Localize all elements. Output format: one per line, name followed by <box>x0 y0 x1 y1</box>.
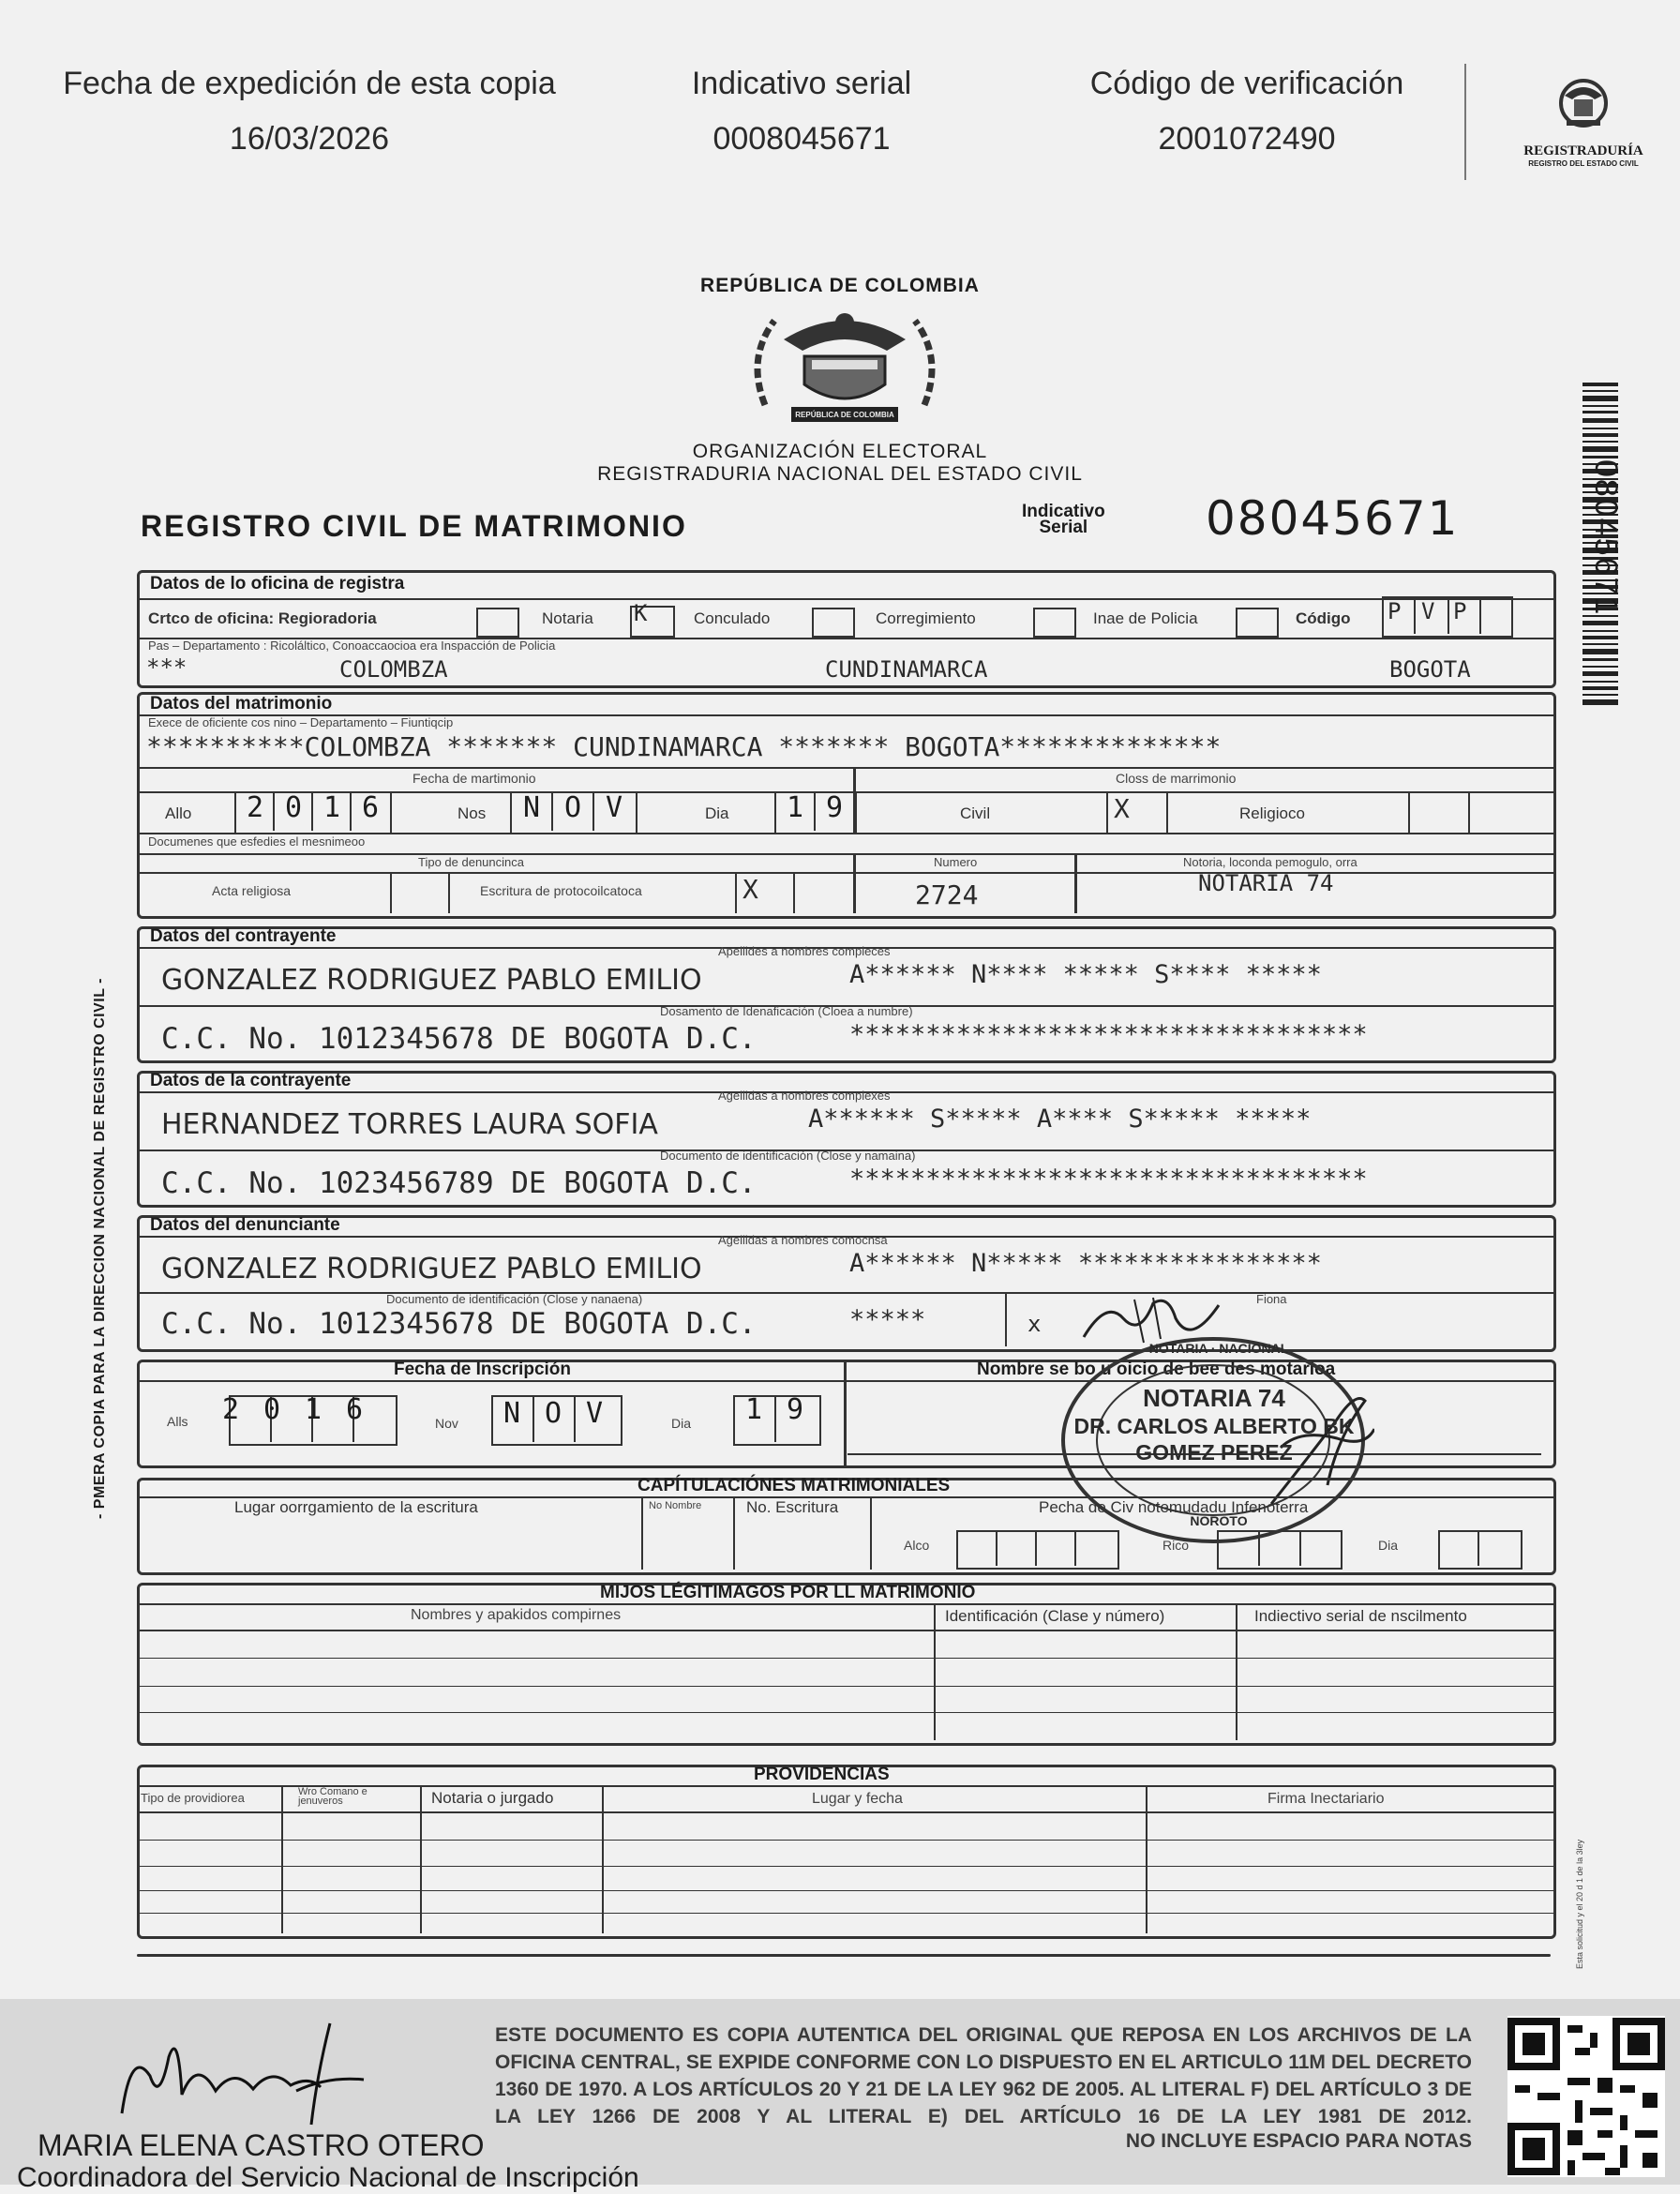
mes-char-2: O <box>563 791 582 824</box>
mes-char-1: N <box>522 791 541 824</box>
hijos-col-serial: Indiectivo serial de nscilmento <box>1254 1607 1467 1625</box>
divider <box>137 1658 1556 1659</box>
notaria-label: Notaria <box>542 609 593 627</box>
codigo-label: Código <box>1296 609 1351 627</box>
divider <box>996 1530 998 1566</box>
denunciante-section-title: Datos del denunciante <box>150 1215 340 1235</box>
capitulaciones-no-label: No Nombre <box>649 1500 702 1511</box>
expedition-date-block <box>38 66 581 158</box>
divider <box>602 1785 604 1933</box>
checkbox-registraduria <box>476 608 519 638</box>
divider <box>137 1292 1556 1294</box>
contrayente-nombre: GONZALEZ RODRIGUEZ PABLO EMILIO <box>161 964 702 997</box>
inscripcion-dia-digit-2: 9 <box>786 1393 804 1426</box>
divider <box>1479 596 1481 634</box>
dia-label: Dia <box>705 804 729 822</box>
inscripcion-mes-label: Nov <box>435 1416 458 1431</box>
stamp-line-3: GOMEZ PEREZ <box>1135 1440 1293 1465</box>
escritura-label: Escritura de protocoilcatoca <box>480 883 642 898</box>
divider <box>137 1712 1556 1713</box>
divider <box>137 872 1556 874</box>
acta-religiosa-label: Acta religiosa <box>212 883 292 898</box>
civil-mark: X <box>1114 793 1130 824</box>
capitulaciones-fecha-label: Pecha de Civ notemudadu Infenoterra <box>1039 1498 1309 1516</box>
divider <box>853 853 856 913</box>
denunciante-firma-mark: x <box>1028 1311 1042 1337</box>
divider <box>1414 596 1416 634</box>
divider <box>592 791 594 831</box>
contrayenta-nombres-label: Agellidas a nombres complexes <box>718 1089 891 1103</box>
divider <box>137 1630 1556 1631</box>
serial-indicator-label: Indicativo serial <box>691 66 912 101</box>
inscripcion-dia-digit-1: 1 <box>744 1393 763 1426</box>
divider <box>137 1913 1556 1914</box>
coordinator-name: MARIA ELENA CASTRO OTERO <box>38 2128 485 2162</box>
notaria-mark: K <box>634 600 648 626</box>
divider <box>870 1496 872 1570</box>
codigo-char-2: V <box>1421 598 1435 624</box>
contrayente-doc-stars: ********************************** <box>849 1020 1368 1049</box>
codigo-char-3: P <box>1453 598 1467 624</box>
hijos-section-title: MIJOS LÉGITIMAGOS POR LL MATRIMONIO <box>600 1583 976 1602</box>
legal-no-notes: NO INCLUYE ESPACIO PARA NOTAS <box>1125 2130 1472 2152</box>
inscripcion-mes-char-2: O <box>544 1397 562 1430</box>
divider <box>137 1811 1556 1813</box>
mes-label: Nos <box>458 804 487 822</box>
notaria-escritura: NOTARIA 74 <box>1198 870 1334 896</box>
barcode-serial: 08045671 <box>1588 459 1624 617</box>
escritura-mark: X <box>742 874 758 905</box>
republic-heading: REPÚBLICA DE COLOMBIA <box>700 275 980 296</box>
denunciante-firma-label: Fiona <box>1256 1292 1287 1306</box>
stamp-line-2: DR. CARLOS ALBERTO BK <box>1073 1414 1355 1438</box>
legal-text: ESTE DOCUMENTO ES COPIA AUTENTICA DEL ORIGINAL QUE REPOSA EN LOS ARCHIVOS DE LA OFICINA CENTRAL, SE EXPIDE CONFORME CON LO DISPUESTO EN EL ARTICULO 11M DEL DECRETO 1360 DE 1970. A LOS ARTÍCULOS 20 Y 21 DE LA LEY 962 DE 2005. AL LITERAL F) DEL ARTÍCULO 3 DE LA LEY 1266 DE 2008 Y AL LITERAL E) DEL ARTÍCULO 16 DE LA LEY 1981 DE 2012. <box>495 2024 1472 2127</box>
checkbox-consulado <box>812 608 855 638</box>
expedition-date-value: 16/03/2026 <box>229 121 390 157</box>
inscripcion-ano-digit-3: 1 <box>304 1393 322 1426</box>
numero-escritura: 2724 <box>915 879 979 910</box>
title-indicativo-line1: Indicativo <box>1022 502 1105 521</box>
matrimonio-lugar: **********COLOMBZA ******* CUNDINAMARCA ******* BOGOTA************** <box>146 731 1222 762</box>
title-serial-number: 08045671 <box>1206 491 1460 546</box>
capitulaciones-lugar-label: Lugar oorrgamiento de la escritura <box>234 1498 478 1516</box>
coordinator-role: Coordinadora del Servicio Nacional de Inscripción <box>17 2162 639 2193</box>
inspeccion-label: Inae de Policia <box>1093 609 1198 627</box>
codigo-char-1: P <box>1388 598 1402 624</box>
inscripcion-mes-char-1: N <box>502 1397 521 1430</box>
side-copy-note: - PMERA COPIA PARA LA DIRECCION NACIONAL DE REGISTRO CIVIL - <box>92 978 108 1519</box>
logo-sublabel: REGISTRO DEL ESTADO CIVIL <box>1528 159 1639 168</box>
capitulaciones-escritura-label: No. Escritura <box>746 1498 839 1516</box>
divider <box>1035 1530 1037 1566</box>
divider <box>137 1866 1556 1867</box>
consulado-label: Conculado <box>694 609 771 627</box>
stamp-ring-bottom: NOROTO <box>1190 1513 1248 1528</box>
inscripcion-ano-digit-1: 2 <box>221 1393 240 1426</box>
inscripcion-nombre-label: Nombre se bo u oicio de bee des motarioa <box>977 1360 1336 1379</box>
inscripcion-section-title: Fecha de Inscripción <box>394 1360 571 1379</box>
checkbox-corregimiento <box>1033 608 1076 638</box>
inscripcion-ano-label: Alls <box>167 1414 188 1429</box>
providencias-col-firma: Firma Inectariario <box>1268 1791 1385 1807</box>
divider <box>1074 1530 1076 1566</box>
hijos-col-identificacion: Identificación (Clase y número) <box>945 1607 1165 1625</box>
registraduria-logo <box>1504 75 1663 168</box>
oficina-municipio: BOGOTA <box>1389 656 1471 683</box>
divider <box>281 1785 283 1933</box>
contrayenta-documento: C.C. No. 1023456789 DE BOGOTA D.C. <box>161 1166 757 1200</box>
capitulaciones-section-title: CAPÍTULACIÓNES MATRIMONIALES <box>638 1476 951 1495</box>
divider <box>551 791 553 831</box>
coordinator-signature <box>112 2020 375 2134</box>
stamp-line-1: NOTARIA 74 <box>1143 1384 1285 1412</box>
divider <box>1005 1292 1007 1346</box>
notaria-lugar-label: Notoria, loconda pemogulo, orra <box>1183 855 1358 869</box>
contrayenta-doc-stars: ********************************** <box>849 1165 1368 1194</box>
divider <box>350 791 352 831</box>
qr-code-icon <box>1508 2016 1665 2177</box>
divider <box>1478 1530 1479 1566</box>
contrayente-documento: C.C. No. 1012345678 DE BOGOTA D.C. <box>161 1022 757 1056</box>
inscripcion-mes-char-3: V <box>585 1397 604 1430</box>
clase-matrimonio-label: Closs de marrimonio <box>1116 771 1237 786</box>
ano-digit-2: 0 <box>284 791 303 824</box>
ano-digit-1: 2 <box>246 791 264 824</box>
capitulaciones-ano-box <box>956 1530 1119 1570</box>
divider <box>1258 1530 1260 1566</box>
contrayenta-doc-label: Documento de identificación (Close y namaina) <box>660 1149 916 1163</box>
matrimonio-lugar-label: Exece de oficiente cos nino – Departamento – Fiuntiqcip <box>148 715 454 729</box>
inscripcion-ano-digit-4: 6 <box>345 1393 364 1426</box>
tipo-denuncia-label: Tipo de denuncinca <box>418 855 524 869</box>
divider <box>641 1496 643 1570</box>
oficina-stars: *** <box>146 654 188 681</box>
divider <box>793 872 795 913</box>
oficina-class-label: Crtco de oficina: Regioradoria <box>148 609 377 627</box>
civil-label: Civil <box>960 804 991 822</box>
checkbox-inspeccion <box>1236 608 1279 638</box>
serial-indicator-value: 0008045671 <box>712 121 891 157</box>
divider <box>137 767 1556 769</box>
divider <box>137 1686 1556 1687</box>
oficina-section-title: Datos de lo oficina de registra <box>150 574 405 594</box>
corregimiento-label: Corregimiento <box>876 609 976 627</box>
divider <box>1146 1785 1148 1933</box>
logo-label: REGISTRADURÍA <box>1523 143 1643 158</box>
ano-digit-3: 1 <box>322 791 341 824</box>
providencias-col-numero: Wro Comano e jenuveros <box>298 1786 368 1807</box>
divider <box>1166 791 1168 833</box>
divider <box>137 1890 1556 1891</box>
religioso-label: Religioco <box>1239 804 1305 822</box>
providencias-col-notaria: Notaria o jurgado <box>431 1789 554 1807</box>
serial-indicator-block <box>656 66 947 158</box>
providencias-section-title: PROVIDENCIAS <box>754 1765 890 1784</box>
stamp-ring-top: NOTARIA · NACIONAL <box>1148 1341 1289 1356</box>
capitulaciones-dia-label: Dia <box>1378 1538 1399 1553</box>
contrayente-nombres-label: Apellides a nombres compleces <box>718 944 891 958</box>
divider <box>273 791 275 831</box>
divider <box>137 598 1556 600</box>
numero-label: Numero <box>934 855 978 869</box>
title-indicativo-label <box>1022 503 1105 535</box>
divider <box>137 1840 1556 1841</box>
providencias-col-tipo: Tipo de providiorea <box>141 1791 245 1805</box>
divider <box>1236 1603 1238 1740</box>
divider <box>1468 791 1470 833</box>
divider <box>1299 1530 1301 1566</box>
divider <box>844 1360 847 1466</box>
providencias-side-note: Esta solicitud y el 20 d 1 de la 3ley <box>1575 1839 1584 1969</box>
pais-label: Pas – Departamento : Ricoláltico, Conoaccaocioa era Inspacción de Policia <box>148 639 556 653</box>
providencias-col-lugar: Lugar y fecha <box>812 1791 903 1807</box>
verification-code-value: 2001072490 <box>1158 121 1336 157</box>
inscripcion-dia-label: Dia <box>671 1416 692 1431</box>
divider <box>390 872 392 913</box>
title-indicativo-line2: Serial <box>1039 518 1088 537</box>
capitulaciones-mes-label: Rico <box>1162 1538 1190 1553</box>
divider <box>311 791 313 831</box>
divider <box>448 872 450 913</box>
oficina-departamento: CUNDINAMARCA <box>825 656 988 683</box>
inscripcion-ano-digit-2: 0 <box>262 1393 281 1426</box>
contrayenta-nombre-stars: A****** S***** A**** S***** ***** <box>808 1105 1312 1134</box>
ano-digit-4: 6 <box>361 791 380 824</box>
divider <box>1074 853 1077 913</box>
denunciante-nombre-stars: A****** N***** **************** <box>849 1249 1322 1278</box>
expedition-date-label: Fecha de expedición de esta copia <box>63 66 556 101</box>
capitulaciones-dia-box <box>1438 1530 1522 1570</box>
verification-code-label: Código de verificación <box>1089 66 1404 101</box>
matrimonio-section-title: Datos del matrimonio <box>150 694 333 714</box>
divider <box>1106 791 1108 833</box>
divider <box>1448 596 1449 634</box>
denunciante-doc-stars: ***** <box>849 1305 926 1334</box>
divider <box>137 1954 1551 1957</box>
contrayente-nombre-stars: A****** N**** ***** S**** ***** <box>849 960 1322 989</box>
denunciante-doc-label: Documento de identificación (Close y nanaena) <box>386 1292 643 1306</box>
divider <box>934 1603 936 1740</box>
mes-char-3: V <box>605 791 623 824</box>
dia-digit-2: 9 <box>825 791 844 824</box>
verification-code-block <box>1050 66 1444 158</box>
contrayenta-section-title: Datos de la contrayente <box>150 1071 352 1090</box>
ano-label: Allo <box>165 804 192 822</box>
contrayenta-nombre: HERNANDEZ TORRES LAURA SOFIA <box>161 1108 658 1141</box>
org-line-2: REGISTRADURIA NACIONAL DEL ESTADO CIVIL <box>597 463 1083 485</box>
capitulaciones-mes-box <box>1217 1530 1342 1570</box>
fecha-matrimonio-label: Fecha de martimonio <box>412 771 536 786</box>
coat-of-arms-band: REPÚBLICA DE COLOMBIA <box>795 411 894 419</box>
divider <box>1408 791 1410 833</box>
divider <box>137 1603 1556 1605</box>
divider <box>420 1785 422 1933</box>
condor-seal-icon <box>1553 75 1613 133</box>
oficina-pais: COLOMBZA <box>339 656 448 683</box>
documento-matrimonio-label: Documenes que esfedies el mesnimeoo <box>148 834 366 849</box>
org-line-1: ORGANIZACIÓN ELECTORAL <box>692 441 988 462</box>
divider <box>814 791 816 831</box>
divider <box>733 1496 735 1570</box>
denunciante-nombres-label: Agellidas a nombres comocnsa <box>718 1233 888 1247</box>
hijos-col-nombres: Nombres y apakidos compirnes <box>411 1607 622 1623</box>
header-divider <box>1464 64 1466 180</box>
dia-digit-1: 1 <box>786 791 804 824</box>
capitulaciones-ano-label: Alco <box>904 1538 930 1553</box>
denunciante-documento: C.C. No. 1012345678 DE BOGOTA D.C. <box>161 1307 757 1341</box>
contrayente-section-title: Datos del contrayente <box>150 926 337 946</box>
divider <box>735 872 737 913</box>
denunciante-nombre: GONZALEZ RODRIGUEZ PABLO EMILIO <box>161 1253 702 1285</box>
contrayente-doc-label: Dosamento de Idenaficación (Cloea a numbre) <box>660 1004 913 1018</box>
document-title: REGISTRO CIVIL DE MATRIMONIO <box>141 509 687 543</box>
